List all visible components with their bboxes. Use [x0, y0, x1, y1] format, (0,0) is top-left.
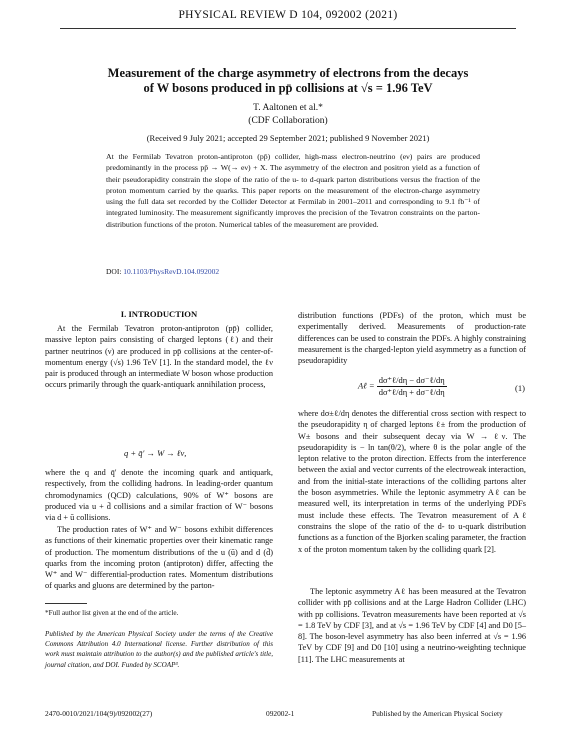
- license-statement: Published by the American Physical Society under the terms of the Creative Commons Attribution 4.0 International license. Further distribution of this work must maintain attribution to the author(s) and the published article's title, journal citation, and DOI. Funded by SCOAP³.: [45, 630, 273, 669]
- asymmetry-equation: [358, 375, 447, 398]
- equation-lhs: Aℓ =: [358, 380, 375, 391]
- section-heading: I. INTRODUCTION: [120, 309, 198, 319]
- paper-title: [60, 66, 516, 96]
- doi-label: DOI:: [106, 267, 122, 276]
- right-paragraph-1: distribution functions (PDFs) of the proton, which must be experimentally derived. Measurements of production-rate differences can be used to constrain the PDFs. A highly constraining measurement is the charged-lepton yield asymmetry as a function of pseudorapidity: [298, 311, 526, 366]
- doi-link[interactable]: 10.1103/PhysRevD.104.092002: [123, 267, 220, 276]
- left-paragraph-2: where the q and q̄′ denote the incoming quark and antiquark, respectively, from the colliding hadrons. In leading-order quantum chromodynamics (QCD) calculations, 90% of W⁺ bosons are produced via u + d̄ collisions and a similar fraction of W⁻ bosons via d + ū collisions.: [45, 468, 273, 523]
- right-paragraph-2: where dσ±ℓ/dη denotes the differential cross section with respect to the pseudorapidity η of charged leptons ℓ± from the production of W± bosons and their subsequent decay via W → ℓν. The pseudorapidity is − ln tan(θ/2), where θ is the polar angle of the lepton relative to the proton direction. Effects from the interference between the axial and vector currents of the electroweak interaction, and from the initial-state interactions of the colliding partons alter the boson asymmetries. While the leptonic asymmetry Aℓ can be measured well, its interpretation in terms of the underlying PDFs must include these effects. The Tevatron measurement of Aℓ constrains the slope of the ratio of the d- to u-quark distribution functions as a function of the Bjorken scaling parameter, the fraction x of the proton momentum taken by the colliding quark [2].: [298, 409, 526, 554]
- header-rule: [60, 28, 516, 29]
- title-line-2: of W bosons produced in pp̄ collisions at √s = 1.96 TeV: [143, 81, 433, 95]
- abstract: At the Fermilab Tevatron proton-antiproton (pp̄) collider, high-mass electron-neutrino (eν) pairs are produced predominantly in the process pp̄ → W(→ eν) + X. The asymmetry of the electron and positron yield as a function of their pseudorapidity constrain the slope of the ratio of the u- to d-quark parton distributions versus the fraction of the proton momentum carried by the quarks. This paper reports on the measurement of the electron-charge asymmetry using the full data set recorded by the Collider Detector at Fermilab in 2001–2011 and corresponding to 9.1 fb⁻¹ of integrated luminosity. The measurement significantly improves the precision of the Tevatron constraints on the parton-distribution functions of the proton. Numerical tables of the measurement are provided.: [106, 152, 480, 229]
- equation-denominator: dσ⁺ℓ/dη + dσ⁻ℓ/dη: [378, 387, 445, 397]
- equation-number: (1): [515, 383, 525, 393]
- left-paragraph-1: At the Fermilab Tevatron proton-antiproton (pp̄) collider, massive lepton pairs consisting of charged leptons (ℓ) and their partner neutrinos (ν) are produced in pp̄ collisions at the center-of-momentum energy (√s) 1.96 TeV [1]. In the standard model, the ℓν pair is produced through an intermediate W boson whose production occurs primarily through the quark-antiquark annihilation process,: [45, 324, 273, 390]
- left-paragraph-3: The production rates of W⁺ and W⁻ bosons exhibit differences as functions of their kinematic properties over their kinematic range of production. The momentum distributions of the u (ū) and d (d̄) quarks from the incoming proton (antiproton) differ, affecting the W⁺ and W⁻ differential-production rates. Momentum distributions of quarks and gluons are determined by the parton-: [45, 525, 273, 591]
- authors: T. Aaltonen et al.*: [253, 103, 323, 113]
- footer-publisher: Published by the American Physical Society: [372, 709, 503, 718]
- footer-page-number: 092002-1: [266, 709, 295, 718]
- right-paragraph-3: The leptonic asymmetry Aℓ has been measured at the Tevatron collider with pp̄ collisions and at the Large Hadron Collider (LHC) with pp collisions. Tevatron measurements have been reported at √s = 1.8 TeV by CDF [3], and at √s = 1.96 TeV by CDF [4] and D0 [5–8]. The boson-level asymmetry has also been inferred at √s = 1.96 TeV by CDF [9] and D0 [10] using a neutrino-weighting technique [11]. The LHC measurements at: [298, 587, 526, 664]
- footer-issn: 2470-0010/2021/104(9)/092002(27): [45, 709, 153, 718]
- footnote: *Full author list given at the end of the article.: [45, 609, 179, 617]
- title-line-1: Measurement of the charge asymmetry of electrons from the decays: [107, 66, 469, 80]
- left-equation: q + q̄′ → W → ℓν,: [124, 448, 187, 458]
- collaboration: (CDF Collaboration): [248, 116, 328, 126]
- journal-header: PHYSICAL REVIEW D 104, 092002 (2021): [178, 9, 398, 21]
- equation-numerator: dσ⁺ℓ/dη − dσ⁻ℓ/dη: [378, 375, 445, 385]
- doi: [106, 267, 219, 276]
- footnote-rule: [45, 603, 87, 604]
- equation-fraction: [377, 375, 447, 398]
- received-dates: (Received 9 July 2021; accepted 29 September 2021; published 9 November 2021): [146, 133, 430, 143]
